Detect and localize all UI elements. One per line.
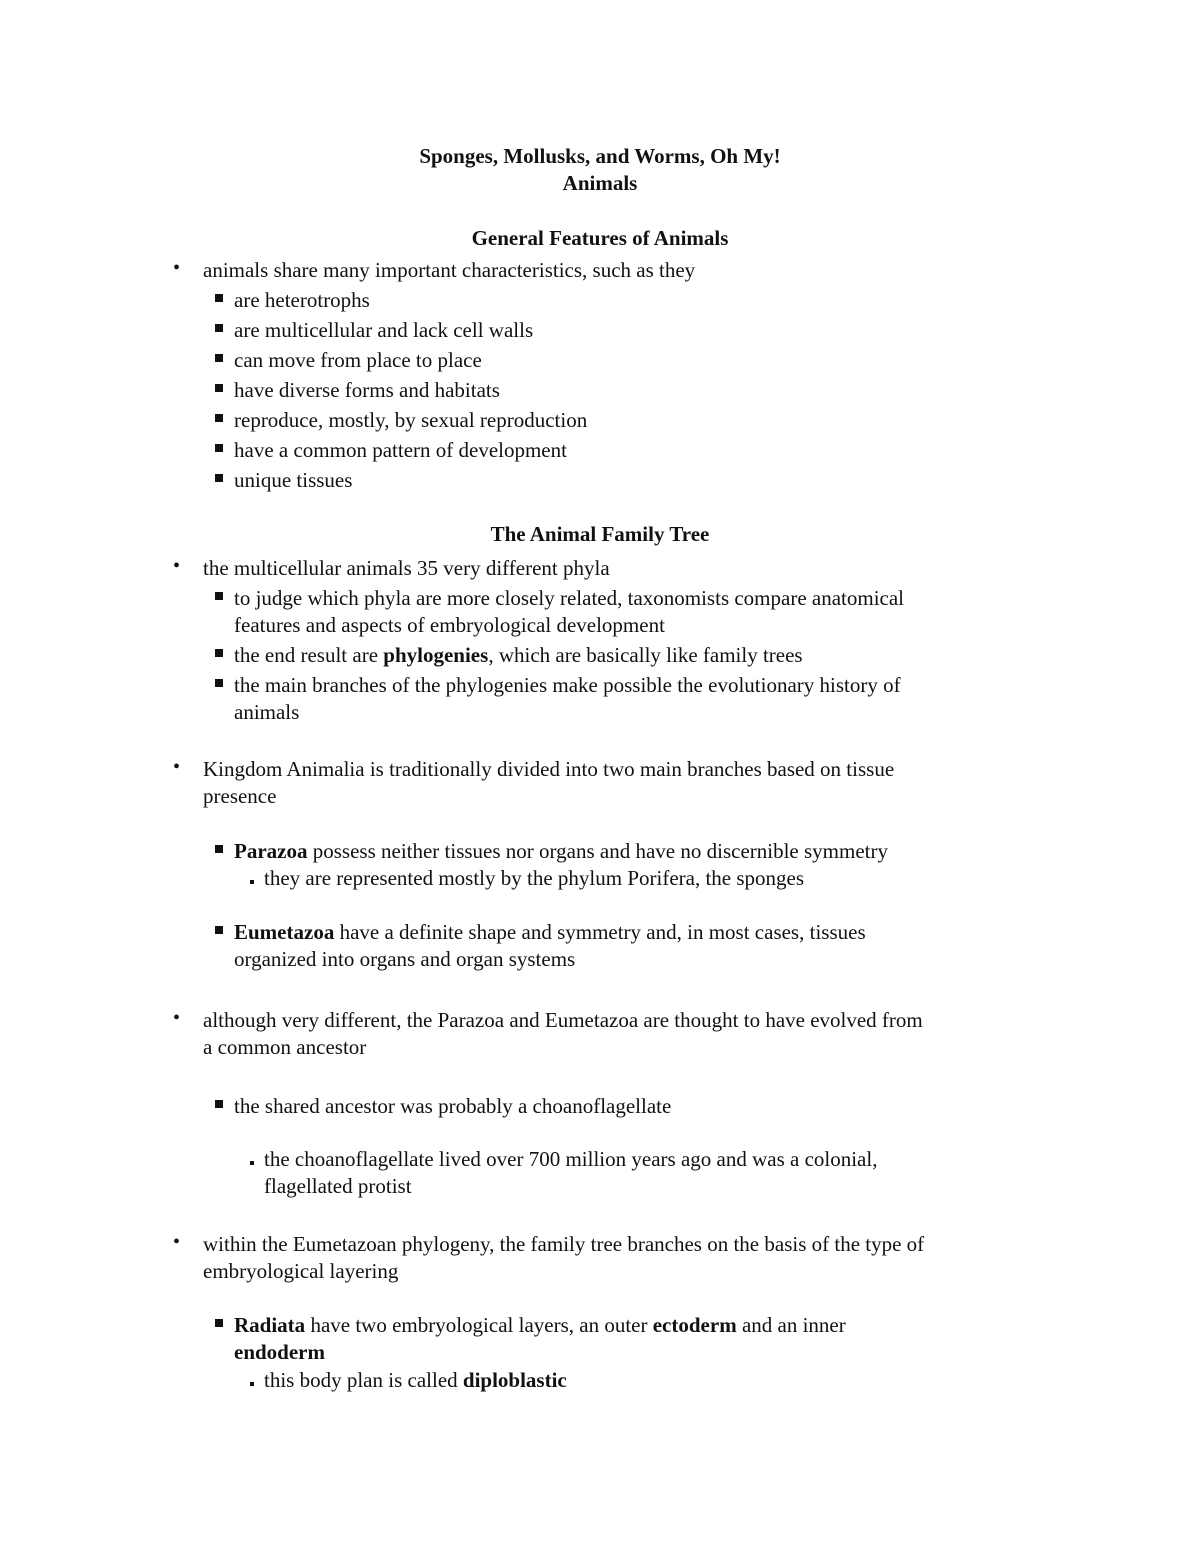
term-phylogenies: phylogenies bbox=[383, 643, 489, 667]
list-item: the shared ancestor was probably a choanoflagellate bbox=[234, 1094, 672, 1118]
term-eumetazoa: Eumetazoa bbox=[234, 920, 335, 944]
term-ectoderm: ectoderm bbox=[652, 1313, 737, 1337]
small-bullet-icon bbox=[250, 1382, 254, 1386]
square-bullet-icon bbox=[215, 474, 223, 482]
list-item: to judge which phyla are more closely related, taxonomists compare anatomical bbox=[234, 586, 905, 610]
list-item: Eumetazoa have a definite shape and symmetry and, in most cases, tissues bbox=[234, 920, 866, 944]
list-item: they are represented mostly by the phylum Porifera, the sponges bbox=[264, 866, 805, 890]
list-item: Kingdom Animalia is traditionally divided into two main branches based on tissue bbox=[203, 757, 895, 781]
term-radiata: Radiata bbox=[234, 1313, 306, 1337]
square-bullet-icon bbox=[215, 845, 223, 853]
term-endoderm: endoderm bbox=[234, 1340, 325, 1364]
bullet-icon: • bbox=[173, 555, 181, 577]
term-parazoa: Parazoa bbox=[234, 839, 308, 863]
list-item: have diverse forms and habitats bbox=[234, 378, 500, 402]
document-title: Sponges, Mollusks, and Worms, Oh My! bbox=[419, 144, 781, 168]
square-bullet-icon bbox=[215, 1100, 223, 1108]
bullet-icon: • bbox=[173, 756, 181, 778]
square-bullet-icon bbox=[215, 679, 223, 687]
list-item-continuation: flagellated protist bbox=[264, 1174, 412, 1198]
square-bullet-icon bbox=[215, 294, 223, 302]
list-item: are heterotrophs bbox=[234, 288, 370, 312]
list-item-continuation: features and aspects of embryological development bbox=[234, 613, 665, 637]
square-bullet-icon bbox=[215, 926, 223, 934]
list-item-continuation: organized into organs and organ systems bbox=[234, 947, 576, 971]
list-item: the end result are phylogenies, which are basically like family trees bbox=[234, 643, 803, 667]
square-bullet-icon bbox=[215, 414, 223, 422]
document-subtitle: Animals bbox=[562, 171, 638, 195]
square-bullet-icon bbox=[215, 592, 223, 600]
bullet-icon: • bbox=[173, 1231, 181, 1253]
list-item: Parazoa possess neither tissues nor organs and have no discernible symmetry bbox=[234, 839, 888, 863]
list-item: the multicellular animals 35 very different phyla bbox=[203, 556, 610, 580]
bullet-icon: • bbox=[173, 257, 181, 279]
list-item-continuation bbox=[234, 1339, 325, 1366]
list-item: can move from place to place bbox=[234, 348, 482, 372]
list-item-continuation: presence bbox=[203, 784, 277, 808]
list-item: the main branches of the phylogenies make possible the evolutionary history of bbox=[234, 673, 901, 697]
list-item: although very different, the Parazoa and Eumetazoa are thought to have evolved from bbox=[203, 1008, 923, 1032]
list-item: unique tissues bbox=[234, 468, 353, 492]
square-bullet-icon bbox=[215, 354, 223, 362]
list-item-continuation: embryological layering bbox=[203, 1259, 399, 1283]
list-item: Radiata have two embryological layers, an outer ectoderm and an inner bbox=[234, 1313, 846, 1337]
term-diploblastic: diploblastic bbox=[462, 1368, 567, 1392]
list-item-continuation: a common ancestor bbox=[203, 1035, 367, 1059]
square-bullet-icon bbox=[215, 444, 223, 452]
list-item: animals share many important characteristics, such as they bbox=[203, 258, 696, 282]
list-item: this body plan is called diploblastic bbox=[264, 1368, 567, 1392]
list-item: have a common pattern of development bbox=[234, 438, 567, 462]
section-heading-family-tree: The Animal Family Tree bbox=[490, 522, 710, 546]
small-bullet-icon bbox=[250, 1161, 254, 1165]
list-item: the choanoflagellate lived over 700 million years ago and was a colonial, bbox=[264, 1147, 878, 1171]
square-bullet-icon bbox=[215, 324, 223, 332]
square-bullet-icon bbox=[215, 384, 223, 392]
list-item: within the Eumetazoan phylogeny, the family tree branches on the basis of the type of bbox=[203, 1232, 925, 1256]
list-item-continuation: animals bbox=[234, 700, 300, 724]
square-bullet-icon bbox=[215, 1319, 223, 1327]
list-item: reproduce, mostly, by sexual reproduction bbox=[234, 408, 588, 432]
list-item: are multicellular and lack cell walls bbox=[234, 318, 534, 342]
section-heading-general-features: General Features of Animals bbox=[471, 226, 729, 250]
small-bullet-icon bbox=[250, 880, 254, 884]
bullet-icon: • bbox=[173, 1007, 181, 1029]
square-bullet-icon bbox=[215, 649, 223, 657]
